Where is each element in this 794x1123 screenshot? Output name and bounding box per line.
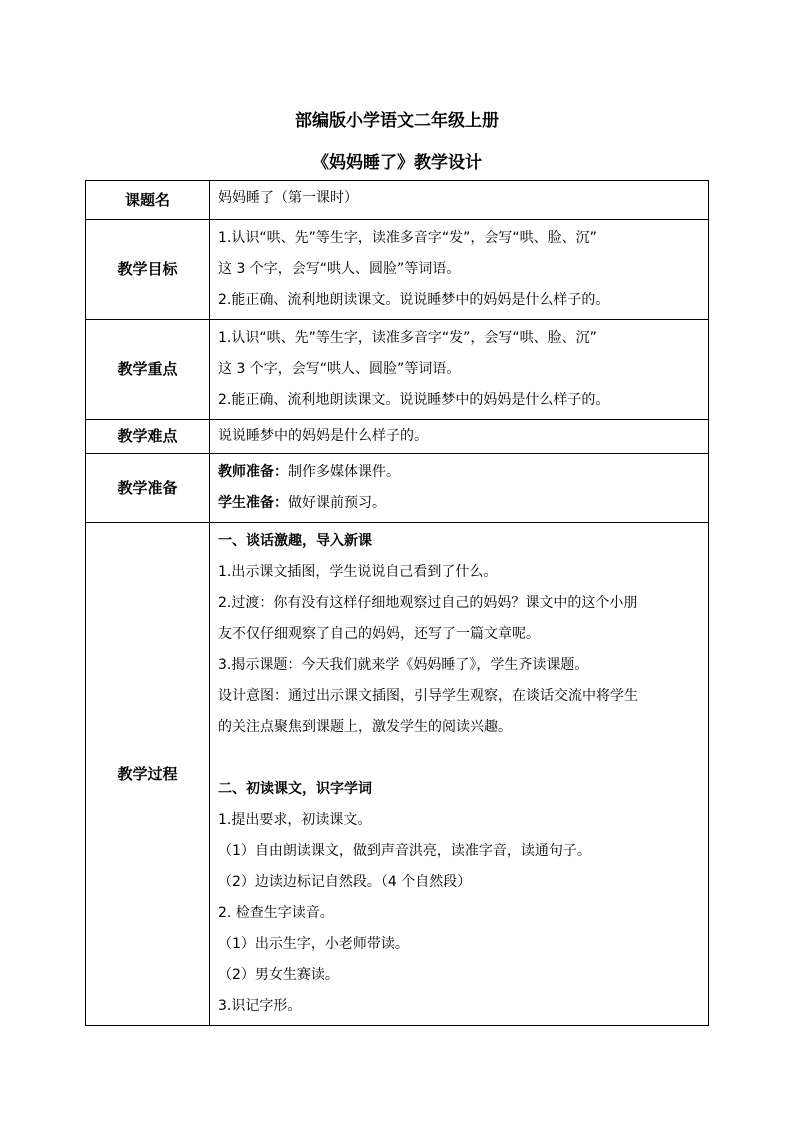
- content-line: 设计意图：通过出示课文插图，引导学生观察，在谈话交流中将学生: [218, 688, 638, 704]
- row-label-goals: 教学目标: [86, 220, 210, 320]
- content-line: 的关注点聚焦到课题上，激发学生的阅读兴趣。: [218, 719, 512, 735]
- row-label-topic: 课题名: [86, 181, 210, 220]
- content-line: 2.过渡：你有没有这样仔细地观察过自己的妈妈？课文中的这个小朋: [218, 595, 638, 611]
- content-line: （1）出示生字，小老师带读。: [218, 936, 409, 952]
- section-heading: 一、谈话激趣，导入新课: [218, 533, 372, 549]
- content-line: 友不仅仔细观察了自己的妈妈，还写了一篇文章呢。: [218, 626, 540, 642]
- content-line: 2. 检查生字读音。: [218, 905, 334, 921]
- teacher-prep-text: 制作多媒体课件。: [288, 464, 400, 480]
- student-prep-line: [218, 488, 708, 519]
- content-line: 这 3 个字，会写“哄人、圆脸”等词语。: [218, 261, 461, 277]
- content-line: 1.出示课文插图，学生说说自己看到了什么。: [218, 564, 498, 580]
- table-row-goals: [86, 220, 709, 320]
- table-row-process: [86, 523, 709, 1026]
- content-line: （2）边读边标记自然段。（4 个自然段）: [218, 874, 472, 890]
- content-line: （2）男女生赛读。: [218, 967, 339, 983]
- table-row-focus: [86, 320, 709, 420]
- student-prep-label: 学生准备：: [218, 495, 288, 511]
- section-heading: 二、初读课文，识字学词: [218, 781, 372, 797]
- content-line: 3.揭示课题：今天我们就来学《妈妈睡了》，学生齐读课题。: [218, 657, 589, 673]
- blank-line: [218, 743, 708, 774]
- row-label-process: 教学过程: [86, 523, 210, 1026]
- table-row-topic: [86, 181, 709, 220]
- row-label-difficulty: 教学难点: [86, 420, 210, 454]
- content-line: （1）自由朗读课文，做到声音洪亮，读准字音，读通句子。: [218, 843, 591, 859]
- row-content-difficulty: [210, 420, 709, 454]
- table-row-prep: [86, 454, 709, 523]
- content-line: 2.能正确、流利地朗读课文。说说睡梦中的妈妈是什么样子的。: [218, 292, 610, 308]
- content-line: 2.能正确、流利地朗读课文。说说睡梦中的妈妈是什么样子的。: [218, 392, 610, 408]
- row-content-process: [210, 523, 709, 1026]
- student-prep-text: 做好课前预习。: [288, 495, 386, 511]
- row-label-prep: 教学准备: [86, 454, 210, 523]
- content-line: 3.识记字形。: [218, 998, 302, 1014]
- teacher-prep-label: 教师准备：: [218, 464, 288, 480]
- table-row-difficulty: [86, 420, 709, 454]
- row-label-focus: 教学重点: [86, 320, 210, 420]
- content-line: 这 3 个字，会写“哄人、圆脸”等词语。: [218, 361, 461, 377]
- content-line: 说说睡梦中的妈妈是什么样子的。: [218, 428, 428, 444]
- row-content-topic: [210, 181, 709, 220]
- teacher-prep-line: [218, 457, 708, 488]
- content-line: 1.认识“哄、先”等生字，读准多音字“发”，会写“哄、脸、沉”: [218, 330, 597, 346]
- document-subtitle: 《妈妈睡了》教学设计: [312, 153, 482, 173]
- row-content-goals: [210, 220, 709, 320]
- row-content-focus: [210, 320, 709, 420]
- row-content-prep: [210, 454, 709, 523]
- content-line: 妈妈睡了（第一课时）: [218, 190, 358, 206]
- document-title: 部编版小学语文二年级上册: [295, 111, 499, 131]
- content-line: 1.提出要求，初读课文。: [218, 812, 372, 828]
- content-line: 1.认识“哄、先”等生字，读准多音字“发”，会写“哄、脸、沉”: [218, 230, 597, 246]
- lesson-plan-table: [85, 180, 709, 1026]
